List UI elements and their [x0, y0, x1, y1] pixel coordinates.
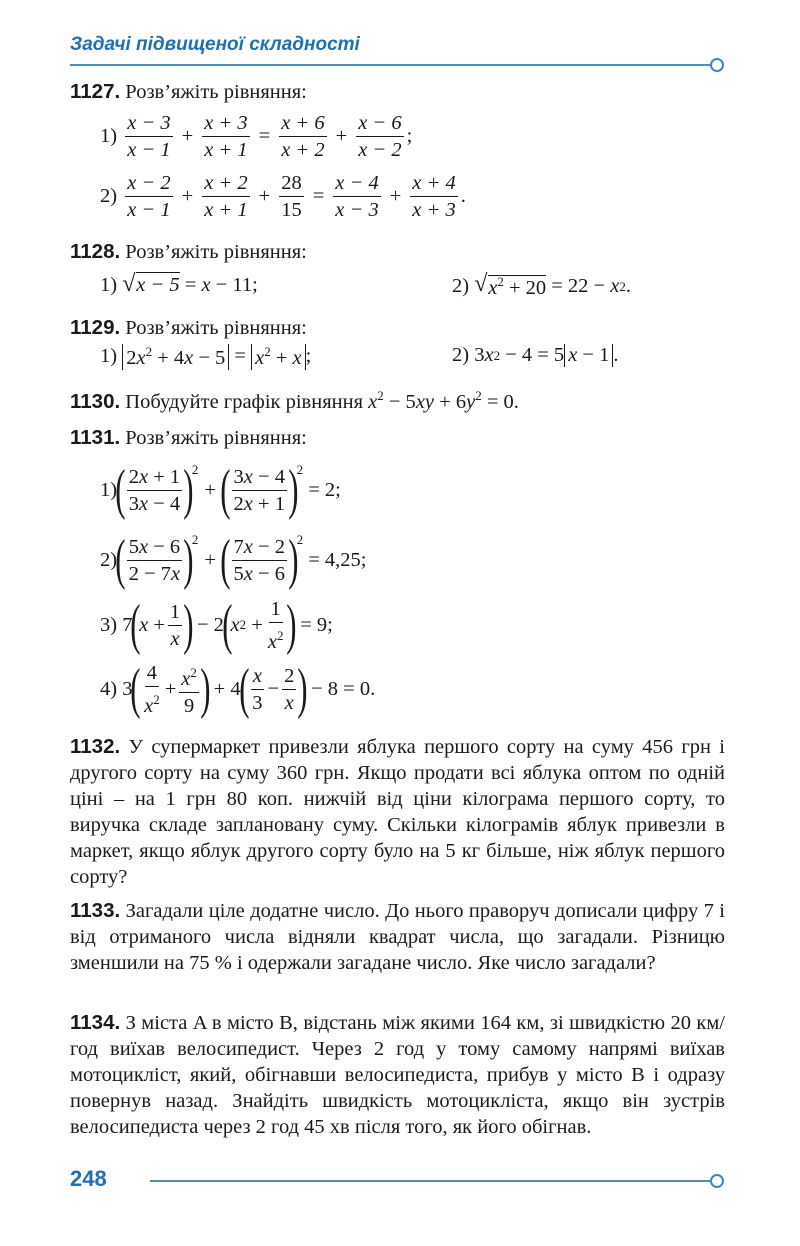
header-rule-end-icon — [710, 58, 724, 72]
equation-1127-2: 2) $\frac{x - 2}{x - 1}$ + $\frac{x + 2}{x + 1}$ + $\frac{28}{15}$ = $\frac{x - 4}{x - 3}$ + $\frac{x + 4}{x + 3}$ . — [100, 172, 466, 221]
equation-1131-4: 4) 3 ( $\frac{4}{x^2}$ + $\frac{x^2}{9}$ ) + 4 ( $\frac{x}{3}$ − $\frac{2}{x}$ ) − 8 = 0. — [100, 658, 376, 721]
problem-1133: 1133. Загадали ціле додатне число. До нього праворуч дописали цифру 7 і від отриманого числа відняли квадрат числа, що загадали. Різницю зменшили на 75 % і одержали загадане число. Яке число загадали? — [70, 899, 726, 974]
equation-1127-1: 1) $\frac{x - 3}{x - 1}$ + $\frac{x + 3}{x + 1}$ = $\frac{x + 6}{x + 2}$ + $\frac{x - 6}{x - 2}$ ; — [100, 112, 413, 161]
footer-rule — [150, 1180, 712, 1182]
problem-1128-heading: 1128. Розв’яжіть рівняння: — [70, 240, 307, 263]
problem-1132: 1132. У супермаркет привезли яблука першого сорту на суму 456 грн і другого сорту на суму 360 грн. Якщо продати всі яблука оптом по одній ціні – на 1 грн 80 коп. нижчій від ціни кілограма першого сорту, то виручка складе заплановану суму. Скільки кілограмів яблук привезли в маркет, якщо яблук другого сорту було на 5 кг більше, ніж яблук першого сорту? — [70, 735, 725, 888]
problem-1130: 1130. Побудуйте графік рівняння $x^2 - 5xy + 6y^2 = 0$. — [70, 388, 519, 413]
equation-1128-1: 1) √ x − 5 = x − 11; — [100, 274, 258, 297]
problem-1127-heading: 1127. Розв’яжіть рівняння: — [70, 80, 307, 103]
page-number: 248 — [70, 1166, 107, 1191]
equation-1128-2: 2) √ $x^2 + 20$ = 22 − x 2 . — [452, 274, 631, 300]
problem-1131-heading: 1131. Розв’яжіть рівняння: — [70, 426, 307, 449]
equation-1131-2: 2) ( $\frac{5x - 6}{2 - 7x}$ ) 2 + ( $\frac{7x - 2}{5x - 6}$ ) 2 = 4,25; — [100, 529, 367, 591]
section-title: Задачі підвищеної складності — [70, 34, 360, 55]
problem-1134: 1134. З міста A в місто B, відстань між якими 164 км, зі швидкістю 20 км/год виїхав велосипедист. Через 2 год у тому самому напрямі виїхав мотоцикліст, який, обігнавши велосипедиста, прибув у місто B і одразу повернув назад. Знайдіть швидкість мотоцикліста, якщо він зустрів велосипедиста через 2 год 45 хв після того, як його обігнав. — [70, 1011, 725, 1138]
equation-1129-2: 2) 3 x 2 − 4 = 5 x − 1 . — [452, 344, 619, 366]
problem-1129-heading: 1129. Розв’яжіть рівняння: — [70, 316, 307, 339]
equation-1129-1: 1) $2x^2 + 4x - 5$ = $x^2 + x$ ; — [100, 344, 312, 369]
footer-rule-end-icon — [710, 1174, 724, 1188]
equation-1131-1: 1) ( $\frac{2x + 1}{3x - 4}$ ) 2 + ( $\frac{3x - 4}{2x + 1}$ ) 2 = 2; — [100, 459, 341, 521]
header-rule — [70, 64, 712, 66]
equation-1131-3: 3) 7 ( x + $\frac{1}{x}$ ) − 2 ( x 2 + $\frac{1}{x^2}$ ) = 9; — [100, 594, 333, 657]
